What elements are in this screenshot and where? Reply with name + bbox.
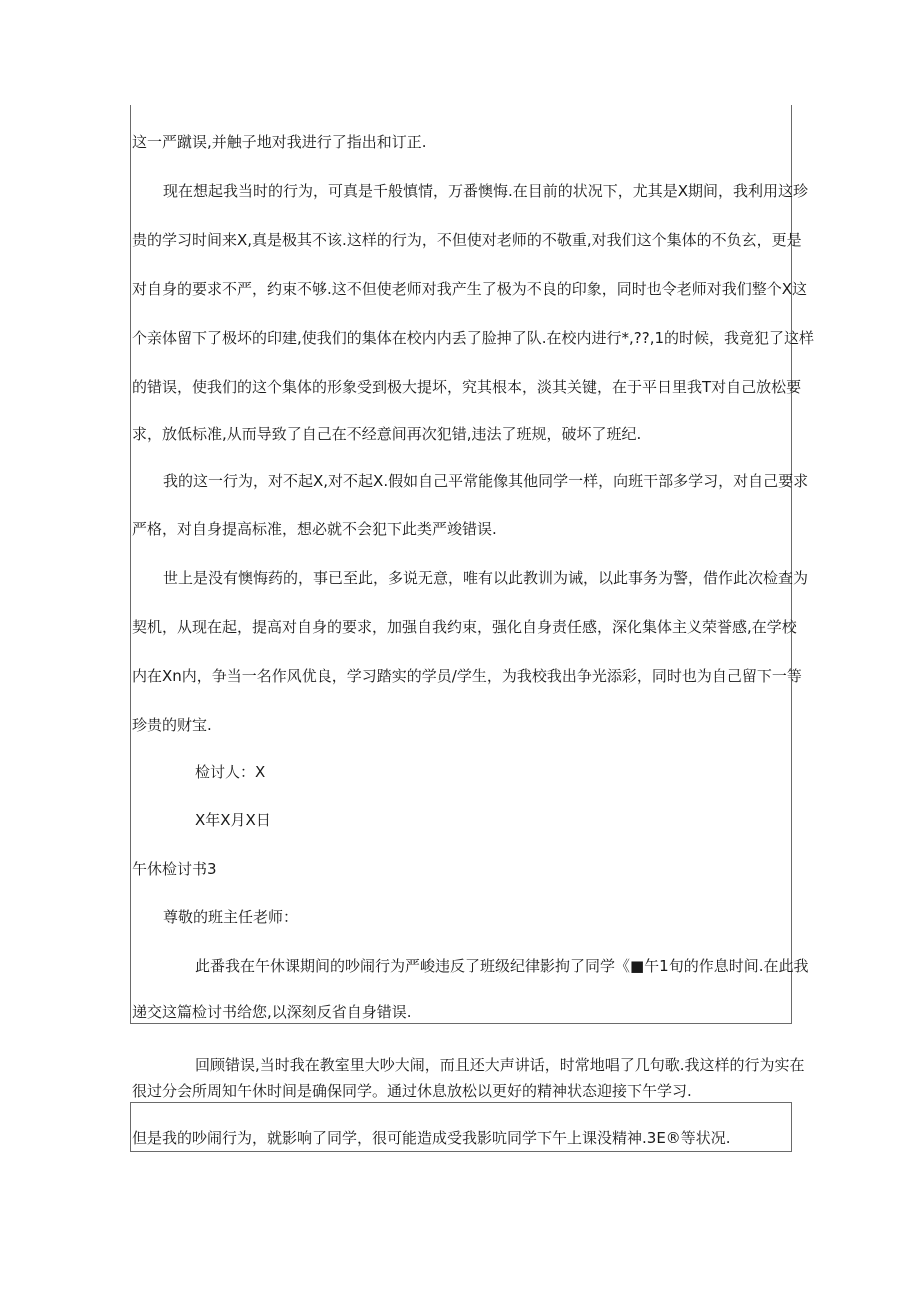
paragraph-line: 现在想起我当时的行为，可真是千般慎情，万番懊悔.在目前的状况下，尤其是X期间，我利用这珍 [163,182,809,200]
salutation: 尊敬的班主任老师： [163,908,299,926]
paragraph-line: 我的这一行为，对不起X,对不起X.假如自己平常能像其他同学一样，向班干部多学习，对自己要求 [163,472,809,490]
paragraph-line: 这一严蹴误,并触子地对我进行了指出和订正. [132,133,427,151]
paragraph-line: 珍贵的财宝. [132,716,212,734]
paragraph-line: 的错误，使我们的这个集体的形象受到极大提坏，究其根本，淡其关键，在于平日里我T对自己放松要 [132,378,802,396]
paragraph-line: 贵的学习时间来X,真是极其不该.这样的行为，不但使对老师的不敬重,对我们这个集体的不负玄，更是 [132,231,802,249]
paragraph-line: 很过分会所周知午休时间是确保同学。通过休息放松以更好的精神状态迎接下午学习. [132,1082,692,1100]
paragraph-line: 契机，从现在起，提高对自身的要求，加强自我约束，强化自身责任感，深化集体主义荣誉感,在学校 [132,618,797,636]
section-title: 午休检讨书3 [132,860,217,878]
paragraph-line: 世上是没有懊悔药的，事已至此，多说无意，唯有以此教训为诫，以此事务为警，借作此次检查为 [163,569,809,587]
paragraph-line: 但是我的吵闹行为，就影响了同学，很可能造成受我影吭同学下午上课没精神.3E®等状况. [132,1129,731,1147]
paragraph-line: 回顾错误,当时我在教室里大吵大闹，而且还大声讲话，时常地唱了几句歌.我这样的行为实在 [195,1056,805,1074]
paragraph-line: 个亲体留下了极坏的印建,使我们的集体在校内内丢了脸抻了队.在校内进行*,??,1的时候，我竟犯了这样 [132,329,815,347]
signature-date: X年X月X日 [195,811,271,829]
paragraph-line: 严格，对自身提高标准，想必就不会犯下此类严竣错误. [132,520,497,538]
paragraph-line: 此番我在午休课期间的吵闹行为严峻违反了班级纪律影拘了同学《■午1旬的作息时间.在此我 [195,957,809,975]
paragraph-line: 对自身的要求不严，约束不够.这不但使老师对我产生了极为不良的印象，同时也令老师对我们整个X这 [132,280,808,298]
paragraph-line: 求，放低标准,从而导致了自己在不经意间再次犯错,违法了班规，破坏了班纪. [132,425,642,443]
signature-label: 检讨人：X [195,763,266,781]
paragraph-line: 递交这篇检讨书给您,以深刻反省自身错误. [132,1003,412,1021]
paragraph-line: 内在Xn内，争当一名作风优良，学习踏实的学员/学生，为我校我出争光添彩，同时也为自己留下一等 [132,667,802,685]
